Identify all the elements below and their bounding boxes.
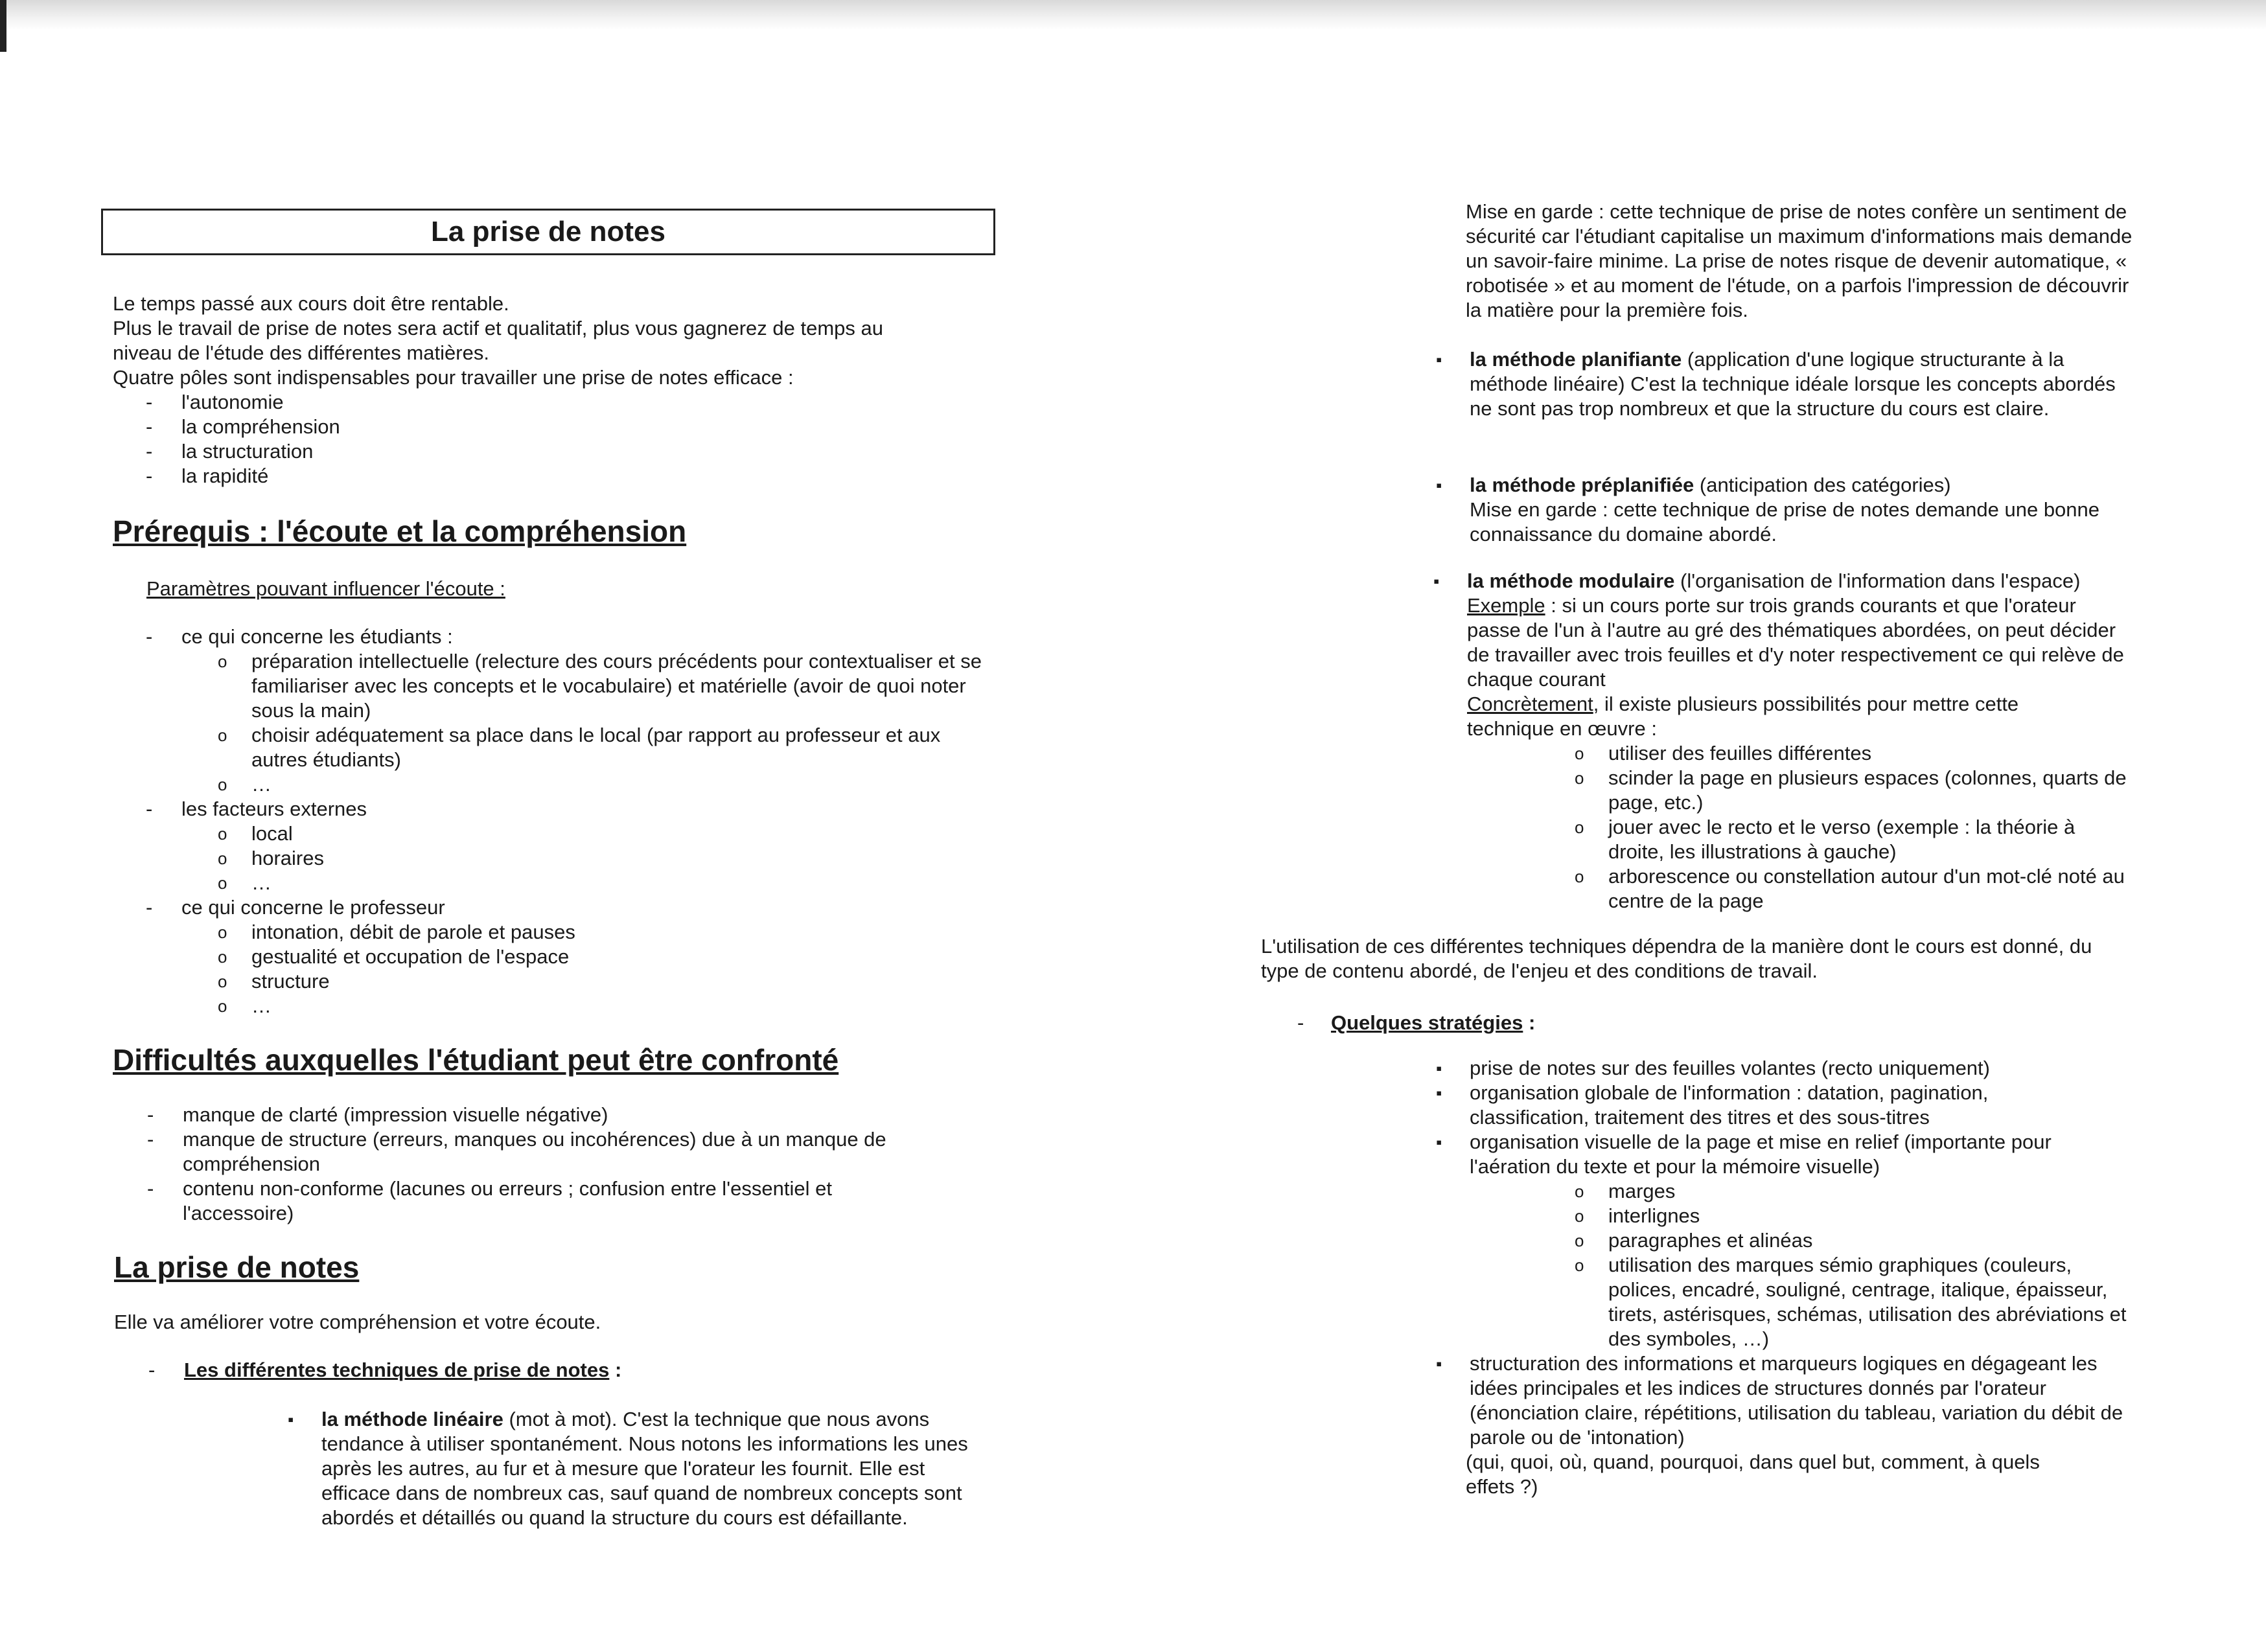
- concretement-paragraph: [1467, 692, 2063, 741]
- scan-edge: [0, 0, 2266, 30]
- strategies-list: [1470, 1056, 2144, 1450]
- utilisation-paragraph: L'utilisation de ces différentes techniques dépendra de la manière dont le cours est donné, du type de contenu abordé, de l'enjeu et des conditions de travail.: [1261, 935, 2092, 982]
- list-item: o marges: [1608, 1179, 2133, 1204]
- lineaire-block: [321, 1407, 989, 1530]
- mise-en-garde-2: Mise en garde : cette technique de prise de notes demande une bonne connaissance du domaine abordé.: [1470, 498, 2100, 545]
- list-item: - manque de structure (erreurs, manques ou incohérences) due à un manque de compréhension: [183, 1127, 947, 1176]
- list-item: o scinder la page en plusieurs espaces (colonnes, quarts de page, etc.): [1608, 766, 2127, 815]
- strategy-text: structuration des informations et marqueurs logiques en dégageant les idées principales et les indices de structures donnés par l'orateur (énonciation claire, répétitions, utilisation du tableau, variation du débit de parole ou de 'intonation): [1470, 1352, 2123, 1449]
- modulaire-block: [1467, 569, 2128, 913]
- intro-block: [113, 292, 981, 488]
- dash-marker: -: [1297, 1011, 1304, 1034]
- list-item: [181, 895, 985, 1018]
- exemple-text: : si un cours porte sur trois grands courants et que l'orateur passe de l'un à l'autre au gré des thématiques abordées, on peut décider de travailler avec trois feuilles et d'y noter respectivement ce qui relève de chaque courant: [1467, 594, 2124, 691]
- prise-intro: Elle va améliorer votre compréhension et votre écoute.: [114, 1311, 601, 1333]
- prereq-groups: [181, 625, 985, 1018]
- techniques-label: Les différentes techniques de prise de notes: [184, 1359, 610, 1381]
- method-title: la méthode linéaire: [321, 1408, 503, 1430]
- page-title: La prise de notes: [101, 209, 995, 255]
- concretement-label: Concrètement: [1467, 693, 1593, 715]
- list-item: o structure: [251, 969, 985, 994]
- list-item: o interlignes: [1608, 1204, 2133, 1228]
- sub-list: [251, 649, 984, 797]
- list-item: o …: [251, 871, 985, 895]
- concretement-text: , il existe plusieurs possibilités pour mettre cette technique en œuvre :: [1467, 693, 2019, 740]
- list-item: o jouer avec le recto et le verso (exemple : la théorie à droite, les illustrations à gauche): [1608, 815, 2127, 864]
- list-item: o choisir adéquatement sa place dans le local (par rapport au professeur et aux autres étudiants): [251, 723, 984, 772]
- list-item: - manque de clarté (impression visuelle négative): [183, 1103, 947, 1127]
- list-item: - la rapidité: [181, 464, 981, 488]
- group-label: ce qui concerne les étudiants :: [181, 625, 453, 648]
- section-heading-prise: La prise de notes: [114, 1250, 360, 1284]
- strategies-colon: :: [1523, 1011, 1536, 1034]
- method-text: (mot à mot). C'est la technique que nous avons tendance à utiliser spontanément. Nous notons les informations les unes après les autres, au fur et à mesure que l'orateur les fournit. Elle est efficace dans de nombreux cas, sauf quand de nombreux concepts sont abordés et détaillés ou quand la structure du cours est défaillante.: [321, 1408, 968, 1529]
- strategies-block: [1466, 1056, 2144, 1499]
- list-item: o utilisation des marques sémio graphiques (couleurs, polices, encadré, souligné, centrage, italique, épaisseur, tirets, astérisques, schémas, utilisation des abréviations et des symboles, …): [1608, 1253, 2133, 1351]
- section-heading-difficultes: Difficultés auxquelles l'étudiant peut être confronté: [113, 1043, 839, 1077]
- preplanifiee-list: [1470, 473, 2144, 547]
- mise-en-garde-1: Mise en garde : cette technique de prise de notes confère un sentiment de sécurité car l'étudiant capitalise un maximum d'informations mais demande un savoir-faire minime. La prise de notes risque de devenir automatique, « robotisée » et au moment de l'étude, on a parfois l'impression de découvrir la matière pour la première fois.: [1466, 200, 2133, 321]
- intro-line: niveau de l'étude des différentes matières.: [113, 341, 489, 364]
- scan-edge-mark: [0, 0, 6, 52]
- list-item: [1467, 569, 2128, 913]
- difficultes-items: [183, 1103, 947, 1226]
- list-item: [181, 625, 985, 797]
- list-item: [321, 1407, 989, 1530]
- sub-list: [1608, 1179, 2133, 1351]
- planifiante-list: [1470, 347, 2118, 421]
- method-title: la méthode planifiante: [1470, 348, 1682, 371]
- list-item: [181, 797, 985, 895]
- questions-line: (qui, quoi, où, quand, pourquoi, dans quel but, comment, à quels effets ?): [1466, 1451, 2040, 1498]
- exemple-label: Exemple: [1467, 594, 1545, 617]
- list-item: o utiliser des feuilles différentes: [1608, 741, 2127, 766]
- sub-list: [251, 920, 985, 1018]
- prereq-list: [181, 625, 985, 1018]
- modulaire-list: [1467, 569, 2128, 913]
- preplanifiee-block: [1470, 473, 2144, 547]
- list-item: o …: [251, 772, 984, 797]
- intro-line: Plus le travail de prise de notes sera actif et qualitatif, plus vous gagnerez de temps au: [113, 317, 884, 339]
- group-label: ce qui concerne le professeur: [181, 896, 445, 919]
- techniques-colon: :: [609, 1359, 622, 1381]
- list-item: ▪ organisation globale de l'information : datation, pagination, classification, traitement des titres et des sous-titres: [1470, 1081, 2066, 1130]
- list-item: [1470, 473, 2144, 547]
- list-item: - contenu non-conforme (lacunes ou erreurs ; confusion entre l'essentiel et l'accessoire): [183, 1176, 947, 1226]
- method-text: (l'organisation de l'information dans l'espace): [1674, 569, 2081, 592]
- intro-line: Quatre pôles sont indispensables pour travailler une prise de notes efficace :: [113, 366, 794, 389]
- list-item: o préparation intellectuelle (relecture des cours précédents pour contextualiser et se familiariser avec les concepts et le vocabulaire) et matérielle (avoir de quoi noter sous la main): [251, 649, 984, 723]
- strategies-heading: [1297, 1011, 1536, 1035]
- list-item: ▪ prise de notes sur des feuilles volantes (recto uniquement): [1470, 1056, 2144, 1081]
- group-label: les facteurs externes: [181, 797, 367, 820]
- method-text: (anticipation des catégories): [1694, 474, 1951, 496]
- difficultes-list: [183, 1103, 947, 1226]
- method-title: la méthode modulaire: [1467, 569, 1675, 592]
- method-title: la méthode préplanifiée: [1470, 474, 1694, 496]
- planifiante-block: [1470, 347, 2118, 421]
- poles-list: [181, 390, 981, 488]
- techniques-heading: [148, 1358, 622, 1382]
- list-item: [1470, 1130, 2127, 1351]
- list-item: o …: [251, 994, 985, 1018]
- list-item: o horaires: [251, 846, 985, 871]
- list-item: [1470, 347, 2118, 421]
- list-item: o arborescence ou constellation autour d'un mot-clé noté au centre de la page: [1608, 864, 2127, 913]
- list-item: [1470, 1351, 2137, 1450]
- strategies-label: Quelques stratégies: [1331, 1011, 1523, 1034]
- section-heading-prerequis: Prérequis : l'écoute et la compréhension: [113, 514, 687, 548]
- list-item: - la compréhension: [181, 415, 981, 439]
- dash-marker: -: [148, 1359, 156, 1381]
- subheading-parametres: Paramètres pouvant influencer l'écoute :: [146, 577, 505, 600]
- list-item: o local: [251, 821, 985, 846]
- sub-list: [1608, 741, 2127, 913]
- sub-list: [251, 821, 985, 895]
- list-item: o intonation, débit de parole et pauses: [251, 920, 985, 945]
- strategy-text: organisation visuelle de la page et mise en relief (importante pour l'aération du texte et pour la mémoire visuelle): [1470, 1130, 2052, 1178]
- exemple-paragraph: [1467, 593, 2128, 692]
- intro-line: Le temps passé aux cours doit être rentable.: [113, 292, 509, 315]
- method-text: (application d'une logique structurante à la méthode linéaire) C'est la technique idéale lorsque les concepts abordés ne sont pas trop nombreux et que la structure du cours est claire.: [1470, 348, 2116, 420]
- list-item: o gestualité et occupation de l'espace: [251, 945, 985, 969]
- list-item: - la structuration: [181, 439, 981, 464]
- list-item: - l'autonomie: [181, 390, 981, 415]
- list-item: o paragraphes et alinéas: [1608, 1228, 2133, 1253]
- lineaire-list: [321, 1407, 989, 1530]
